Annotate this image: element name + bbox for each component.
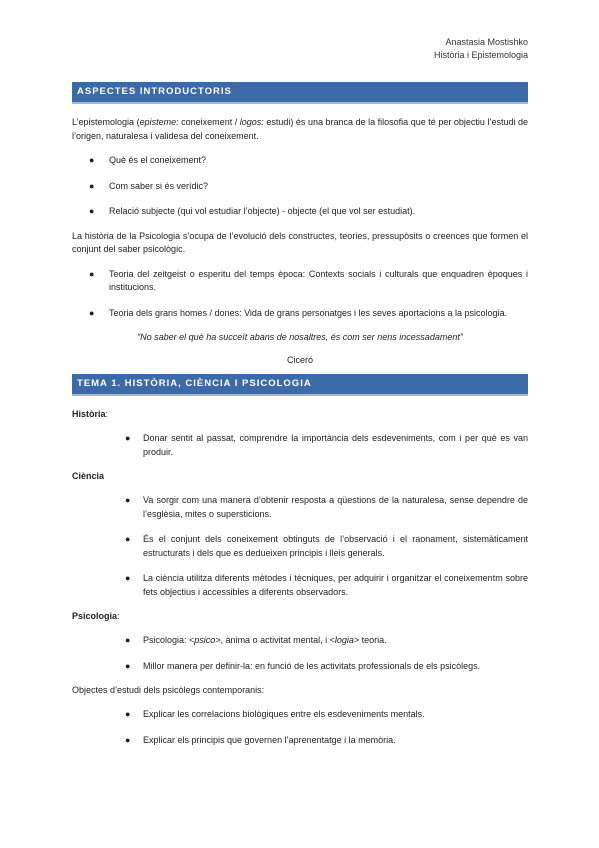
- list-item: ● Explicar els principis que governen l’aprenentatge i la memòria.: [125, 734, 396, 745]
- psicologia-heading: Psicologia:: [72, 611, 120, 621]
- list-item: ● És el conjunt dels coneixement obtinguts de l’observació i el raonament, sistemàticament estructurats i dels que es dedueixen principis i lleis generals.: [125, 534, 528, 558]
- intro-bullet-list: [72, 154, 528, 219]
- author-name: Anastasia Mostishko: [445, 37, 528, 47]
- historia-bullet-list: [72, 432, 528, 459]
- document-body: [72, 82, 528, 747]
- page-header: [434, 36, 528, 61]
- subject-name: Història i Epistemologia: [433, 49, 528, 60]
- quote: “No saber el què ha succeït abans de nosaltres, és com ser nens incessadament”: [137, 332, 463, 342]
- objectes-heading: Objectes d’estudi dels psicòlegs contemporanis:: [72, 685, 265, 695]
- list-item: ● Va sorgir com una manera d’obtenir resposta a qüestions de la naturalesa, sense dependre de l’esglèsia, mites o supersticions.: [125, 495, 528, 519]
- objectes-bullet-list: [72, 708, 528, 747]
- list-item: ● Psicologia: <psico>, ànima o activitat mental, i <logia> teoria.: [125, 635, 387, 645]
- list-item: ● Millor manera per definir-la: en funció de les activitats professionals de els psicòlegs.: [125, 660, 481, 671]
- psicologia-bullet-list: [72, 634, 528, 673]
- historia-heading: Història:: [72, 409, 109, 419]
- intro-paragraph: L’epistemologia (episteme: coneixement / logos: estudi) és una branca de la filosofia que té per objectiu l’estudi de l’origen, naturalesa i validesa del coneixement.: [72, 117, 529, 141]
- theory-bullet-list: [72, 268, 528, 321]
- section-heading-tema1: TEMA 1. HISTÒRIA, CIÈNCIA I PSICOLOGIA: [72, 374, 528, 396]
- ciencia-bullet-list: [72, 494, 528, 599]
- history-paragraph: La història de la Psicologia s’ocupa de l’evolució dels constructes, teories, pressupòsits o creences que formen el conjunt del saber psicològic.: [72, 230, 528, 254]
- list-item: ● Teoria del zeitgeist o esperitu del temps època: Contexts socials i culturals que enquadren èpoques i institucions.: [89, 268, 528, 292]
- list-item: ● Com saber si és verídic?: [89, 180, 209, 191]
- list-item: ● Relació subjecte (qui vol estudiar l’objecte) - objecte (el que vol ser estudiat).: [89, 206, 416, 216]
- ciencia-heading: Ciència: [72, 471, 105, 481]
- section-heading-aspectes: ASPECTES INTRODUCTORIS: [72, 82, 528, 104]
- list-item: ● Què és el coneixement?: [89, 155, 207, 165]
- quote-author: Ciceró: [286, 355, 313, 365]
- list-item: ● Explicar les correlacions biològiques entre els esdeveniments mentals.: [125, 709, 425, 719]
- list-item: ● Donar sentit al passat, comprendre la importància dels esdeveniments, com i per què es van produir.: [125, 433, 528, 457]
- list-item: ● Teoria dels grans homes / dones: Vida de grans personatges i les seves aportacions a la psicologia.: [89, 307, 508, 318]
- list-item: ● La ciència utilitza diferents mètodes i tècniques, per adquirir i organitzar el coneixementm sobre fets objectius i accessibles a diferents observadors.: [125, 573, 528, 597]
